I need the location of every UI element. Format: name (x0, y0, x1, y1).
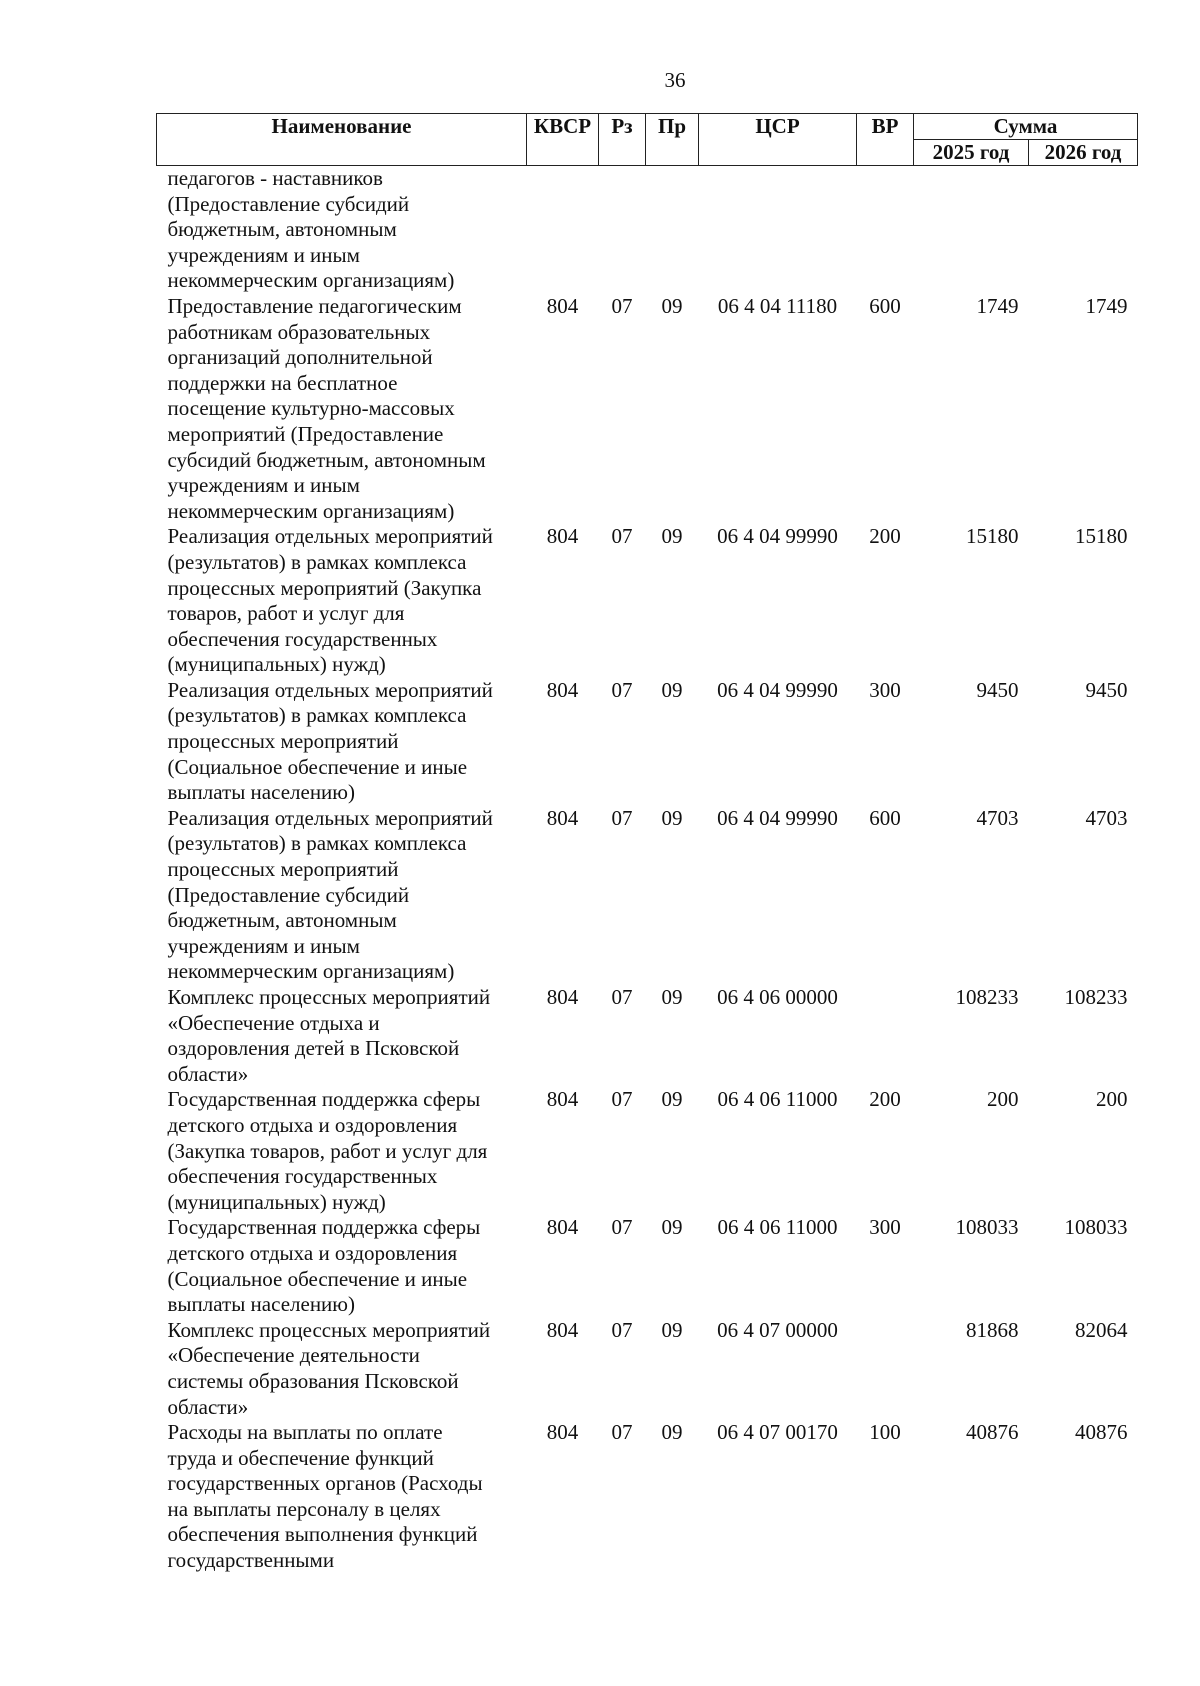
table-row (157, 806, 1138, 985)
cell-vr: 100 (869, 1420, 901, 1445)
header-csr: ЦСР (699, 114, 857, 166)
table-row (157, 1087, 1138, 1215)
cell-kvsr: 804 (546, 1420, 579, 1445)
cell-rz: 07 (611, 1420, 633, 1445)
cell-rz: 07 (611, 985, 633, 1009)
cell-sum-2026: 4703 (1085, 805, 1128, 830)
cell-rz: 07 (611, 293, 633, 318)
table-row (157, 166, 1138, 294)
cell-rz (599, 166, 646, 294)
table-header (157, 114, 1138, 166)
cell-name: Расходы на выплаты по оплате труда и обеспечение функций государственных органов (Расходы на выплаты персоналу в целях обеспечения выполнения функций государственными (167, 1420, 483, 1573)
cell-sum-2025: 108033 (955, 1215, 1019, 1240)
cell-csr: 06 4 07 00170 (717, 1420, 838, 1445)
header-name: Наименование (157, 114, 527, 166)
cell-sum-2026: 82064 (1075, 1317, 1128, 1342)
cell-sum-2026: 9450 (1085, 677, 1128, 702)
cell-sum-2026: 15180 (1075, 524, 1128, 549)
cell-csr: 06 4 07 00000 (717, 1317, 838, 1342)
cell-name: Предоставление педагогическим работникам образовательных организаций дополнительной поддержки на бесплатное посещение культурно-массовых мероприятий (Предоставление субсидий бюджетным, автономным учреждениям и иным некоммерческим организациям) (167, 293, 486, 523)
cell-name: Государственная поддержка сферы детского отдыха и оздоровления (Закупка товаров, работ и услуг для обеспечения государственных (муниципальных) нужд) (167, 1087, 488, 1214)
cell-kvsr: 804 (546, 293, 579, 318)
cell-name: Реализация отдельных мероприятий (результатов) в рамках комплекса процессных мероприятий (Закупка товаров, работ и услуг для обеспечения государственных (муниципальных) нужд) (167, 524, 493, 677)
cell-vr (857, 166, 914, 294)
table-row (157, 1420, 1138, 1574)
cell-pr (646, 166, 699, 294)
cell-sum-2025: 9450 (976, 677, 1019, 702)
header-pr: Пр (646, 114, 699, 166)
cell-vr: 600 (869, 805, 901, 830)
cell-vr: 200 (869, 524, 901, 549)
cell-vr: 300 (869, 1215, 901, 1240)
table-body (157, 166, 1138, 1574)
cell-pr: 09 (661, 805, 683, 830)
cell-pr: 09 (661, 985, 683, 1009)
cell-kvsr: 804 (546, 1215, 579, 1240)
cell-csr: 06 4 06 11000 (717, 1087, 838, 1112)
cell-pr: 09 (661, 677, 683, 702)
cell-pr: 09 (661, 1087, 683, 1112)
cell-csr (699, 166, 857, 294)
cell-csr: 06 4 04 99990 (717, 524, 838, 549)
table-row (157, 524, 1138, 678)
budget-table (156, 113, 1138, 1574)
cell-sum-2026: 200 (1096, 1087, 1128, 1112)
cell-name: Реализация отдельных мероприятий (результатов) в рамках комплекса процессных мероприятий (Социальное обеспечение и иные выплаты населению) (167, 677, 493, 805)
page-number: 36 (664, 68, 686, 92)
cell-vr: 600 (869, 293, 901, 318)
cell-rz: 07 (611, 1215, 633, 1240)
cell-csr: 06 4 06 00000 (717, 985, 838, 1009)
header-rz: Рз (599, 114, 646, 166)
cell-kvsr: 804 (546, 677, 579, 702)
cell-pr: 09 (661, 1317, 683, 1342)
cell-kvsr: 804 (546, 1317, 579, 1342)
cell-sum-2026: 40876 (1075, 1420, 1128, 1445)
cell-rz: 07 (611, 805, 633, 830)
header-kvsr: КВСР (527, 114, 599, 166)
cell-csr: 06 4 04 99990 (717, 805, 838, 830)
cell-kvsr (527, 166, 599, 294)
header-year-2025: 2025 год (914, 140, 1029, 166)
table-row (157, 1215, 1138, 1317)
cell-rz: 07 (611, 1317, 633, 1342)
cell-csr: 06 4 06 11000 (717, 1215, 838, 1240)
cell-vr (857, 985, 914, 1087)
cell-rz: 07 (611, 1087, 633, 1112)
header-sum: Сумма (914, 114, 1138, 140)
cell-vr: 200 (869, 1087, 901, 1112)
cell-csr: 06 4 04 99990 (717, 677, 838, 702)
table-row (157, 1318, 1138, 1420)
cell-sum-2026 (1029, 166, 1138, 294)
cell-sum-2025: 81868 (966, 1317, 1019, 1342)
cell-sum-2025: 200 (987, 1087, 1019, 1112)
cell-pr: 09 (661, 1420, 683, 1445)
cell-sum-2025: 15180 (966, 524, 1019, 549)
cell-kvsr: 804 (546, 524, 579, 549)
cell-sum-2026: 108233 (1064, 985, 1128, 1009)
table-row (157, 985, 1138, 1087)
cell-kvsr: 804 (546, 1087, 579, 1112)
cell-sum-2025: 1749 (976, 293, 1019, 318)
cell-pr: 09 (661, 524, 683, 549)
cell-pr: 09 (661, 293, 683, 318)
cell-sum-2025 (914, 166, 1029, 294)
cell-csr: 06 4 04 11180 (717, 293, 838, 318)
cell-rz: 07 (611, 524, 633, 549)
cell-kvsr: 804 (546, 805, 579, 830)
cell-vr: 300 (869, 677, 901, 702)
cell-name: Реализация отдельных мероприятий (результатов) в рамках комплекса процессных мероприятий (Предоставление субсидий бюджетным, автономным учреждениям и иным некоммерческим организациям) (167, 805, 493, 984)
cell-vr (857, 1318, 914, 1420)
cell-rz: 07 (611, 677, 633, 702)
cell-pr: 09 (661, 1215, 683, 1240)
cell-sum-2026: 108033 (1064, 1215, 1128, 1240)
cell-sum-2025: 40876 (966, 1420, 1019, 1445)
cell-name: Государственная поддержка сферы детского отдыха и оздоровления (Социальное обеспечение и иные выплаты населению) (167, 1215, 481, 1317)
cell-sum-2026: 1749 (1085, 293, 1128, 318)
header-vr: ВР (857, 114, 914, 166)
cell-sum-2025: 4703 (976, 805, 1019, 830)
cell-kvsr: 804 (546, 985, 579, 1009)
cell-sum-2025: 108233 (955, 985, 1019, 1009)
header-year-2026: 2026 год (1029, 140, 1138, 166)
cell-name: Комплекс процессных мероприятий «Обеспечение отдыха и оздоровления детей в Псковской области» (167, 985, 491, 1086)
cell-name: педагогов - наставников (Предоставление субсидий бюджетным, автономным учреждениям и иным некоммерческим организациям) (167, 166, 455, 293)
table-row (157, 678, 1138, 806)
cell-name: Комплекс процессных мероприятий «Обеспечение деятельности системы образования Псковской области» (167, 1317, 491, 1419)
table-row (157, 294, 1138, 524)
